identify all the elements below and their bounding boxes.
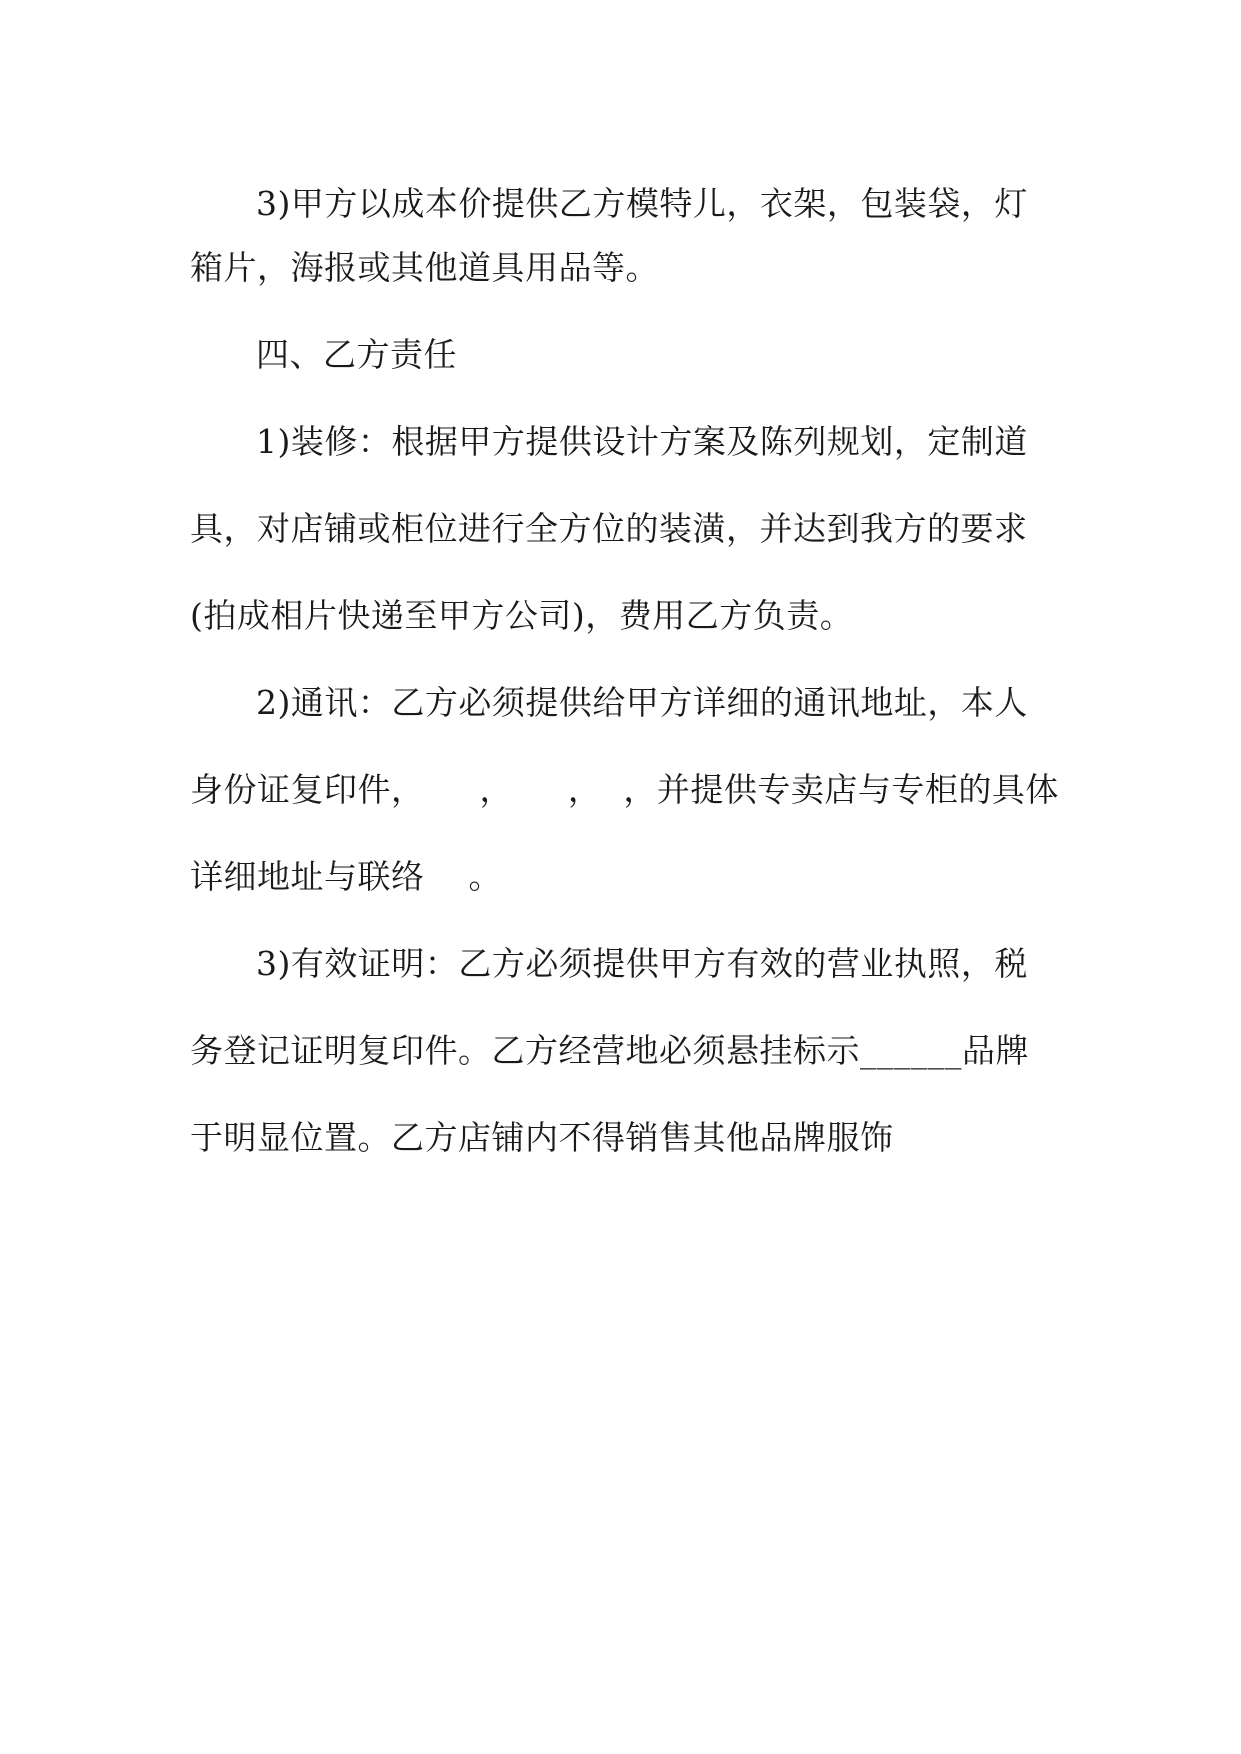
- clause-2-communication-line-3: 详细地址与联络 。: [190, 857, 502, 896]
- clause-1-decoration-line-2: 具，对店铺或柜位进行全方位的装潢，并达到我方的要求: [190, 509, 1028, 548]
- section-heading-party-b-duties: 四、乙方责任: [256, 335, 457, 374]
- clause-3-supplies-line-2: 箱片，海报或其他道具用品等。: [190, 248, 659, 287]
- clause-1-decoration-line-1: 1)装修：根据甲方提供设计方案及陈列规划，定制道: [256, 422, 1028, 461]
- clause-1-decoration-line-3: (拍成相片快递至甲方公司)，费用乙方负责。: [190, 596, 854, 635]
- clause-2-communication-line-2: 身份证复印件， ， ， ，并提供专卖店与专柜的具体: [190, 770, 1059, 809]
- clause-3-certificates-line-2: 务登记证明复印件。乙方经营地必须悬挂标示______品牌: [190, 1031, 1029, 1070]
- clause-2-communication-line-1: 2)通讯：乙方必须提供给甲方详细的通讯地址，本人: [256, 683, 1028, 722]
- clause-3-certificates-line-1: 3)有效证明：乙方必须提供甲方有效的营业执照，税: [256, 944, 1028, 983]
- clause-3-certificates-line-3: 于明显位置。乙方店铺内不得销售其他品牌服饰: [190, 1118, 894, 1157]
- clause-3-supplies-line-1: 3)甲方以成本价提供乙方模特儿，衣架，包装袋，灯: [256, 184, 1028, 223]
